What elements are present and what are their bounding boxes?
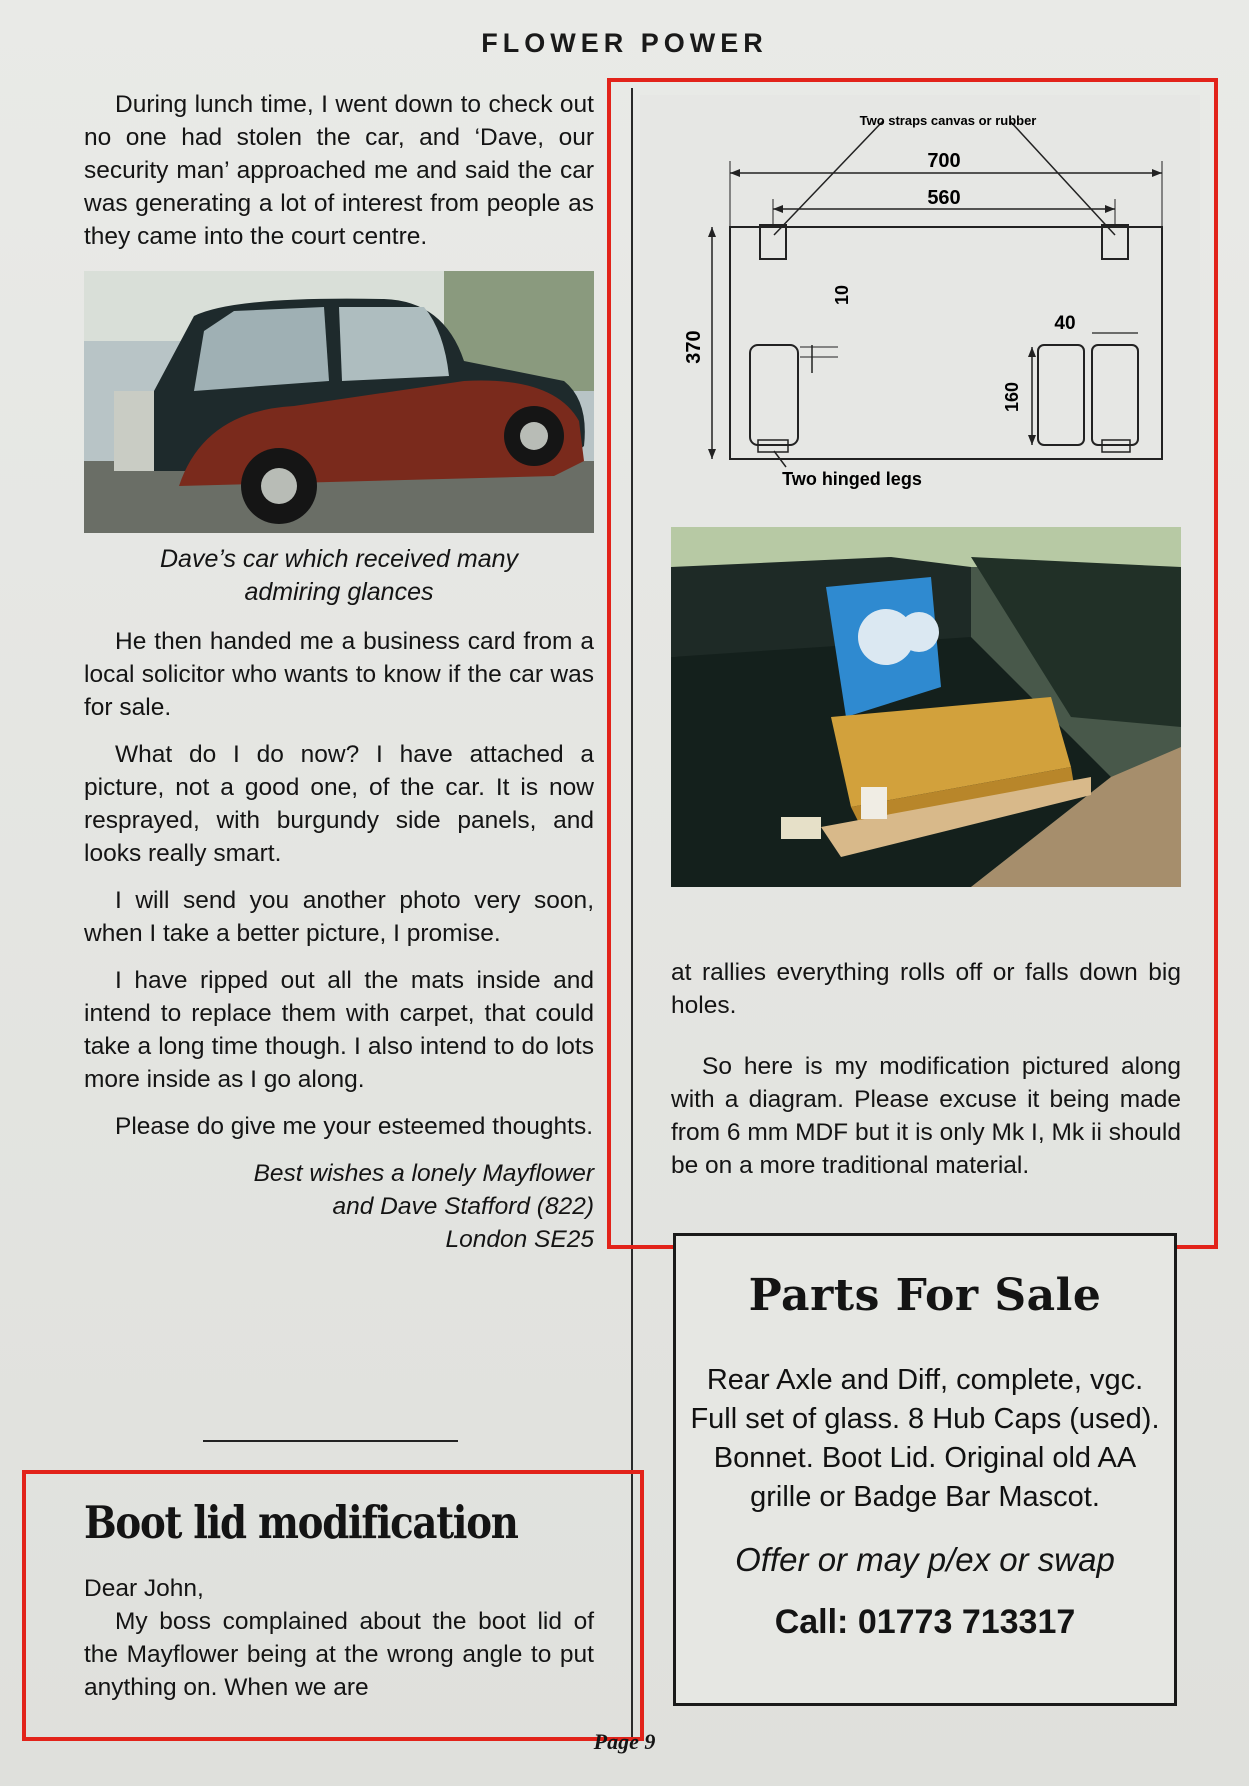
paragraph: So here is my modification pictured along with a diagram. Please excuse it being made from 6 mm MDF but it is only Mk I, Mk ii should be on a more traditional material. bbox=[671, 1053, 1181, 1179]
section-rule bbox=[203, 1440, 458, 1442]
car-photo bbox=[84, 271, 594, 533]
ad-title: Parts For Sale bbox=[748, 1270, 1102, 1321]
caption-line: admiring glances bbox=[244, 578, 434, 606]
highlight-box-article bbox=[22, 1470, 644, 1741]
label-straps: Two straps canvas or rubber bbox=[859, 113, 1037, 128]
caption-line: Dave’s car which received many bbox=[159, 545, 519, 573]
paragraph: Please do give me your esteemed thoughts. bbox=[115, 1113, 594, 1140]
dim-10: 10 bbox=[832, 284, 852, 306]
parts-for-sale-ad bbox=[673, 1233, 1177, 1706]
ad-phone: Call: 01773 713317 bbox=[774, 1603, 1076, 1641]
greeting: Dear John, bbox=[84, 1575, 204, 1602]
car-illustration bbox=[84, 271, 594, 533]
paragraph: I will send you another photo very soon, when I take a better picture, I promise. bbox=[84, 887, 594, 947]
paragraph: During lunch time, I went down to check out no one had stolen the car, and ‘Dave, our security man’ approached me and said the car was generating a lot of interest from people as they came into the court centre. bbox=[84, 91, 594, 250]
highlight-box-modification bbox=[607, 78, 1218, 1249]
label-legs: Two hinged legs bbox=[782, 469, 922, 489]
left-column bbox=[84, 88, 594, 1256]
paragraph: What do I do now? I have attached a picture, not a good one, of the car. It is now resprayed, with burgundy side panels, and looks really smart. bbox=[84, 741, 594, 867]
dim-700: 700 bbox=[927, 150, 961, 172]
signoff-line: Best wishes a lonely Mayflower bbox=[253, 1160, 594, 1187]
paragraph: My boss complained about the boot lid of the Mayflower being at the wrong angle to put anything on. When we are bbox=[84, 1608, 594, 1701]
paragraph: I have ripped out all the mats inside and intend to replace them with carpet, that could take a long time though. I also intend to do lots more inside as I go along. bbox=[84, 967, 594, 1093]
ad-body: Rear Axle and Diff, complete, vgc. Full set of glass. 8 Hub Caps (used). Bonnet. Boot Lid. Original old AA grille or Badge Bar Mascot. bbox=[690, 1364, 1160, 1513]
ad-offer: Offer or may p/ex or swap bbox=[735, 1541, 1115, 1578]
signoff-line: London SE25 bbox=[445, 1226, 594, 1253]
photo-caption bbox=[84, 543, 594, 609]
page-header: FLOWER POWER bbox=[481, 28, 768, 58]
dim-40: 40 bbox=[1054, 313, 1076, 334]
paragraph: He then handed me a business card from a local solicitor who wants to know if the car was for sale. bbox=[84, 628, 594, 721]
signoff-line: and Dave Stafford (822) bbox=[332, 1193, 594, 1220]
dim-370: 370 bbox=[683, 330, 705, 364]
signoff bbox=[84, 1157, 594, 1256]
paragraph: at rallies everything rolls off or falls down big holes. bbox=[671, 959, 1181, 1019]
dim-160: 160 bbox=[1002, 381, 1022, 413]
page-number: Page 9 bbox=[593, 1729, 656, 1754]
dim-560: 560 bbox=[927, 187, 961, 209]
article-title: Boot lid modification bbox=[84, 1496, 518, 1549]
